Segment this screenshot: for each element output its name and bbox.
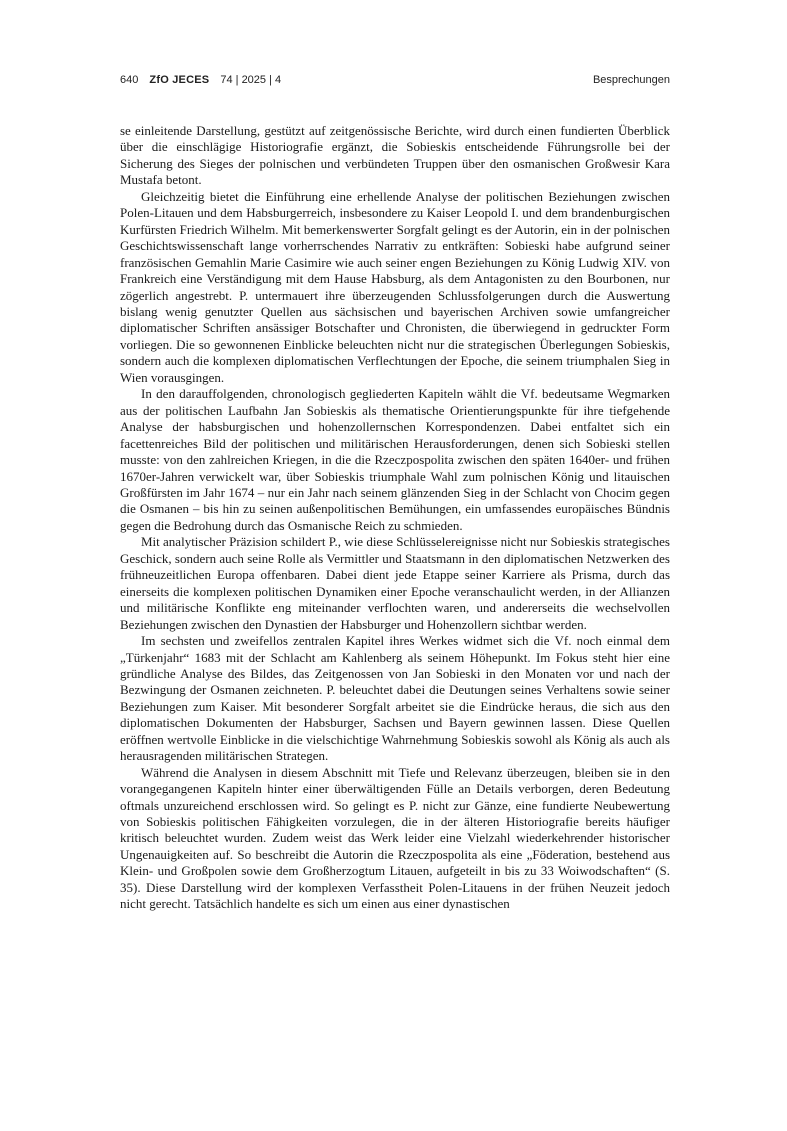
page-number: 640 [120,74,139,86]
journal-name: ZfO JECES [149,74,210,86]
paragraph: In den darauffolgenden, chronologisch gegliederten Kapiteln wählt die Vf. bedeutsame Wegmarken aus der politischen Laufbahn Jan Sobieskis als thematische Orientierungspunkte für ihre tiefgehende Analyse der habsburgischen und hohenzollernschen Korrespondenzen. Dabei entfaltet sich ein facettenreiches Bild der politischen und militärischen Herausforderungen, denen sich Sobieski stellen musste: von den zahlreichen Kriegen, in die die Rzeczpospolita zwischen den späten 1640er- und frühen 1670er-Jahren verwickelt war, über Sobieskis triumphale Wahl zum polnischen König und litauischen Großfürsten im Jahr 1674 – nur ein Jahr nach seinem glänzenden Sieg in der Schlacht von Chocim gegen die Osmanen – bis hin zu seinen außenpolitischen Bemühungen, ein umfassendes europäisches Bündnis gegen die Bedrohung durch das Osmanische Reich zu schmieden. [120,386,670,533]
paragraph: Mit analytischer Präzision schildert P., wie diese Schlüsselereignisse nicht nur Sobieskis strategisches Geschick, sondern auch seine Rolle als Vermittler und Staatsmann in den diplomatischen Netzwerken des frühneuzeitlichen Europa offenbaren. Dabei dient jede Etappe seiner Karriere als Prisma, durch das einerseits die komplexen politischen Dynamiken einer Epoche veranschaulicht werden, in der Allianzen und militärische Konflikte eng miteinander verflochten waren, und andererseits die wechselvollen Beziehungen zwischen den Dynastien der Habsburger und Hohenzollern sichtbar werden. [120,534,670,632]
paragraph: Während die Analysen in diesem Abschnitt mit Tiefe und Relevanz überzeugen, bleiben sie in den vorangegangenen Kapiteln hinter einer überwältigenden Fülle an Details verborgen, deren Bedeutung oftmals unzureichend erschlossen wird. So gelingt es P. nicht zur Gänze, eine fundierte Neubewertung von Sobieskis politischen Fähigkeiten vorzulegen, die in der älteren Historiografie bereits häufiger kritisch beleuchtet wurden. Zudem weist das Werk leider eine Vielzahl wiederkehrender historischer Ungenauigkeiten auf. So beschreibt die Autorin die Rzeczpospolita als eine „Föderation, bestehend aus Klein- und Großpolen sowie dem Großherzogtum Litauen, aufgeteilt in bis zu 33 Woiwodschaften“ (S. 35). Diese Darstellung wird der komplexen Verfasstheit Polen-Litauens in der frühen Neuzeit jedoch nicht gerecht. Tatsächlich handelte es sich um einen aus einer dynastischen [120,764,670,912]
paragraph: Im sechsten und zweifellos zentralen Kapitel ihres Werkes widmet sich die Vf. noch einmal dem „Türkenjahr“ 1683 mit der Schlacht am Kahlenberg als seinem Höhepunkt. Im Fokus steht hier eine gründliche Analyse des Bildes, das Zeitgenossen von Jan Sobieski in den Monaten vor und nach der Bezwingung der Osmanen zeichneten. P. beleuchtet dabei die Deutungen seines Verhaltens sowie seiner Beziehungen zum Kaiser. Mit besonderer Sorgfalt arbeitet sie die Eindrücke heraus, die sich aus den diplomatischen Dokumenten der Habsburger, Sachsen und Bayern gewinnen lassen. Diese Quellen eröffnen wertvolle Einblicke in die vielschichtige Wahrnehmung Sobieskis sowohl als König als auch als herausragenden militärischen Strategen. [120,633,670,764]
running-header [120,74,670,90]
paragraph: se einleitende Darstellung, gestützt auf zeitgenössische Berichte, wird durch einen fundierten Überblick über die einschlägige Historiografie ergänzt, die Sobieskis entscheidende Führungsrolle bei der Sicherung des Sieges der polnischen und verbündeten Truppen über den osmanischen Großwesir Kara Mustafa betont. [120,123,670,188]
section-name: Besprechungen [592,74,670,86]
review-body [120,123,670,913]
paragraph: Gleichzeitig bietet die Einführung eine erhellende Analyse der politischen Beziehungen zwischen Polen-Litauen und dem Habsburgerreich, insbesondere zu Kaiser Leopold I. und dem brandenburgischen Kurfürsten Friedrich Wilhelm. Mit bemerkenswerter Sorgfalt gelingt es der Autorin, ein in der polnischen Geschichtswissenschaft lange vorherrschendes Narrativ zu entkräften: Sobieski habe aufgrund seiner französischen Gemahlin Marie Casimire wie auch seiner engen Beziehungen zu König Ludwig XIV. von Frankreich eine Verständigung mit dem Hause Habsburg, als dem Antagonisten zu den Bourbonen, nur zögerlich angestrebt. P. untermauert ihre überzeugenden Schlussfolgerungen durch die Auswertung bislang wenig genutzter Quellen aus sächsischen und bayerischen Archiven sowie umfangreicher diplomatischer Schriften ansässiger Botschafter und Chronisten, die überwiegend in gedruckter Form vorliegen. Die so gewonnenen Einblicke beleuchten nicht nur die strategischen Überlegungen Sobieskis, sondern auch die komplexen diplomatischen Verflechtungen der Epoche, die seinem triumphalen Sieg in Wien vorausgingen. [120,188,670,385]
header-left [120,74,289,86]
journal-issue: 74 | 2025 | 4 [220,74,282,86]
